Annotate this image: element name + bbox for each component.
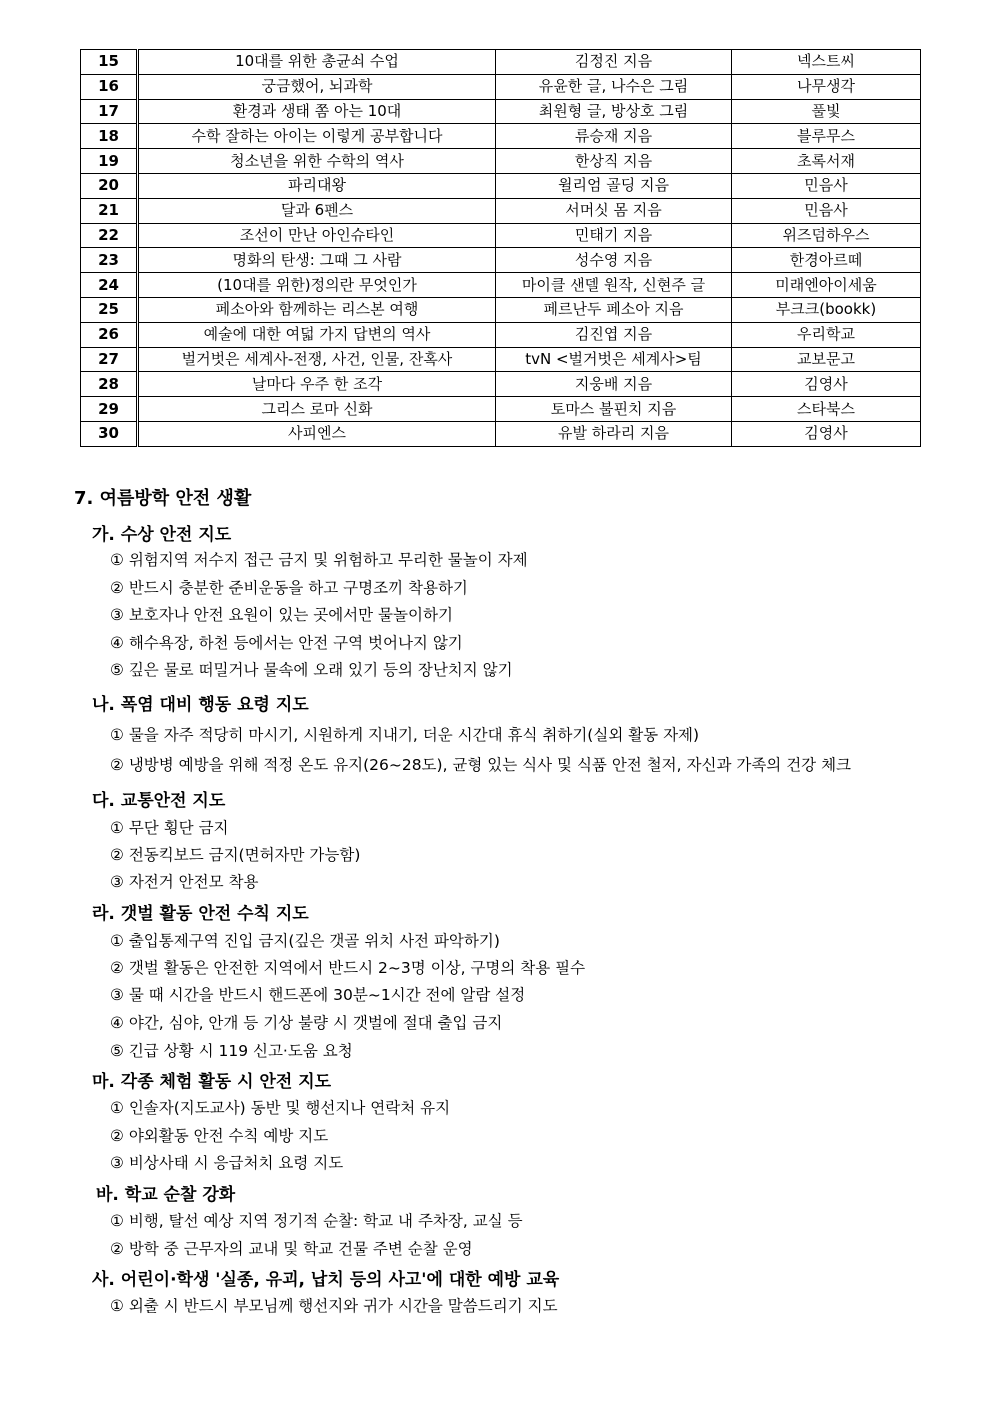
book-number: 22 [81, 223, 138, 248]
book-publisher: 스타북스 [732, 397, 921, 422]
book-publisher: 김영사 [732, 421, 921, 446]
book-number: 26 [81, 322, 138, 347]
table-row [81, 397, 921, 422]
book-number: 18 [81, 124, 138, 149]
table-row [81, 173, 921, 198]
book-list-table [80, 49, 921, 447]
book-author: tvN <벌거벗은 세계사>팀 [496, 347, 732, 372]
book-author: 페르난두 페소아 지음 [496, 297, 732, 322]
book-number: 25 [81, 297, 138, 322]
table-row [81, 273, 921, 298]
table-row [81, 99, 921, 124]
list-item: ② 야외활동 안전 수칙 예방 지도 [110, 1127, 329, 1145]
list-item: ① 외출 시 반드시 부모님께 행선지와 귀가 시간을 말씀드리기 지도 [110, 1297, 558, 1315]
table-row [81, 297, 921, 322]
table-row [81, 223, 921, 248]
subsection-heading: 가. 수상 안전 지도 [92, 525, 232, 545]
book-publisher: 위즈덤하우스 [732, 223, 921, 248]
book-title: 10대를 위한 총균쇠 수업 [138, 50, 496, 75]
book-title: 환경과 생태 쫌 아는 10대 [138, 99, 496, 124]
subsection-heading: 라. 갯벌 활동 안전 수칙 지도 [92, 904, 309, 924]
book-author: 성수영 지음 [496, 248, 732, 273]
book-publisher: 부크크(bookk) [732, 297, 921, 322]
book-title: 달과 6펜스 [138, 198, 496, 223]
book-number: 30 [81, 421, 138, 446]
list-item: ③ 물 때 시간을 반드시 핸드폰에 30분~1시간 전에 알람 설정 [110, 986, 526, 1004]
list-item: ② 반드시 충분한 준비운동을 하고 구명조끼 착용하기 [110, 579, 468, 597]
book-publisher: 블루무스 [732, 124, 921, 149]
book-author: 김정진 지음 [496, 50, 732, 75]
list-item: ③ 자전거 안전모 착용 [110, 873, 259, 891]
list-item: ③ 보호자나 안전 요원이 있는 곳에서만 물놀이하기 [110, 606, 453, 624]
book-publisher: 나무생각 [732, 74, 921, 99]
book-author: 최원형 글, 방상호 그림 [496, 99, 732, 124]
list-item: ⑤ 깊은 물로 떠밀거나 물속에 오래 있기 등의 장난치지 않기 [110, 661, 513, 679]
subsection-heading: 다. 교통안전 지도 [92, 791, 226, 811]
book-author: 민태기 지음 [496, 223, 732, 248]
book-title: 예술에 대한 여덟 가지 답변의 역사 [138, 322, 496, 347]
table-row [81, 421, 921, 446]
subsection-heading: 사. 어린이·학생 '실종, 유괴, 납치 등의 사고'에 대한 예방 교육 [92, 1270, 560, 1290]
table-row [81, 248, 921, 273]
table-row [81, 149, 921, 174]
table-row [81, 50, 921, 75]
book-title: 명화의 탄생: 그때 그 사람 [138, 248, 496, 273]
book-number: 16 [81, 74, 138, 99]
book-publisher: 교보문고 [732, 347, 921, 372]
book-list-body [81, 50, 921, 447]
book-title: 페소아와 함께하는 리스본 여행 [138, 297, 496, 322]
book-author: 유발 하라리 지음 [496, 421, 732, 446]
list-item: ① 무단 횡단 금지 [110, 819, 229, 837]
list-item: ② 갯벌 활동은 안전한 지역에서 반드시 2~3명 이상, 구명의 착용 필수 [110, 959, 586, 977]
list-item: ③ 비상사태 시 응급처치 요령 지도 [110, 1154, 344, 1172]
book-publisher: 미래엔아이세움 [732, 273, 921, 298]
section-title: 7. 여름방학 안전 생활 [74, 488, 252, 509]
book-title: 수학 잘하는 아이는 이렇게 공부합니다 [138, 124, 496, 149]
book-publisher: 민음사 [732, 173, 921, 198]
book-number: 23 [81, 248, 138, 273]
list-item: ② 냉방병 예방을 위해 적정 온도 유지(26~28도), 균형 있는 식사 및 식품 안전 철저, 자신과 가족의 건강 체크 [110, 756, 852, 774]
book-title: 사피엔스 [138, 421, 496, 446]
book-number: 27 [81, 347, 138, 372]
book-title: 그리스 로마 신화 [138, 397, 496, 422]
list-item: ④ 야간, 심야, 안개 등 기상 불량 시 갯벌에 절대 출입 금지 [110, 1014, 503, 1032]
book-publisher: 우리학교 [732, 322, 921, 347]
list-item: ① 비행, 탈선 예상 지역 정기적 순찰: 학교 내 주차장, 교실 등 [110, 1212, 523, 1230]
table-row [81, 124, 921, 149]
book-author: 윌리엄 골딩 지음 [496, 173, 732, 198]
table-row [81, 372, 921, 397]
book-number: 20 [81, 173, 138, 198]
book-title: (10대를 위한)정의란 무엇인가 [138, 273, 496, 298]
book-number: 29 [81, 397, 138, 422]
book-number: 28 [81, 372, 138, 397]
book-author: 지웅배 지음 [496, 372, 732, 397]
book-title: 파리대왕 [138, 173, 496, 198]
book-publisher: 민음사 [732, 198, 921, 223]
subsection-heading: 바. 학교 순찰 강화 [96, 1185, 236, 1205]
list-item: ① 출입통제구역 진입 금지(깊은 갯골 위치 사전 파악하기) [110, 932, 500, 950]
book-title: 청소년을 위한 수학의 역사 [138, 149, 496, 174]
book-number: 15 [81, 50, 138, 75]
table-row [81, 198, 921, 223]
subsection-heading: 마. 각종 체험 활동 시 안전 지도 [92, 1072, 332, 1092]
list-item: ① 물을 자주 적당히 마시기, 시원하게 지내기, 더운 시간대 휴식 취하기(실외 활동 자제) [110, 726, 700, 744]
book-author: 류승재 지음 [496, 124, 732, 149]
book-publisher: 넥스트씨 [732, 50, 921, 75]
book-number: 24 [81, 273, 138, 298]
book-title: 조선이 만난 아인슈타인 [138, 223, 496, 248]
list-item: ① 인솔자(지도교사) 동반 및 행선지나 연락처 유지 [110, 1099, 451, 1117]
list-item: ④ 해수욕장, 하천 등에서는 안전 구역 벗어나지 않기 [110, 634, 463, 652]
book-author: 토마스 불핀치 지음 [496, 397, 732, 422]
book-title: 날마다 우주 한 조각 [138, 372, 496, 397]
list-item: ② 전동킥보드 금지(면허자만 가능함) [110, 846, 361, 864]
book-number: 21 [81, 198, 138, 223]
book-publisher: 초록서재 [732, 149, 921, 174]
book-title: 궁금했어, 뇌과학 [138, 74, 496, 99]
list-item: ② 방학 중 근무자의 교내 및 학교 건물 주변 순찰 운영 [110, 1240, 473, 1258]
list-item: ① 위험지역 저수지 접근 금지 및 위험하고 무리한 물놀이 자제 [110, 551, 528, 569]
book-number: 19 [81, 149, 138, 174]
book-author: 마이클 샌델 원작, 신현주 글 [496, 273, 732, 298]
list-item: ⑤ 긴급 상황 시 119 신고·도움 요청 [110, 1042, 353, 1060]
book-publisher: 풀빛 [732, 99, 921, 124]
table-row [81, 322, 921, 347]
book-author: 서머싯 몸 지음 [496, 198, 732, 223]
book-author: 유윤한 글, 나수은 그림 [496, 74, 732, 99]
book-publisher: 한경아르떼 [732, 248, 921, 273]
book-author: 한상직 지음 [496, 149, 732, 174]
book-publisher: 김영사 [732, 372, 921, 397]
table-row [81, 347, 921, 372]
table-row [81, 74, 921, 99]
subsection-heading: 나. 폭염 대비 행동 요령 지도 [92, 695, 309, 715]
book-author: 김진엽 지음 [496, 322, 732, 347]
book-number: 17 [81, 99, 138, 124]
book-title: 벌거벗은 세계사-전쟁, 사건, 인물, 잔혹사 [138, 347, 496, 372]
